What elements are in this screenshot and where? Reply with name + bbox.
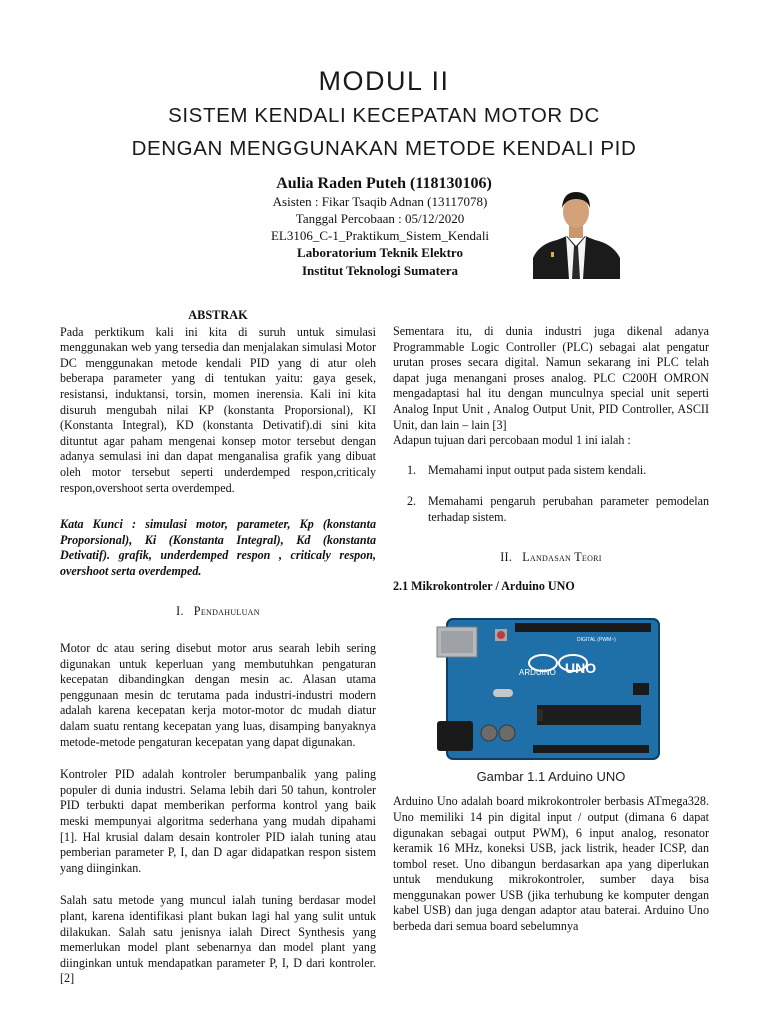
subsection-heading: 2.1 Mikrokontroler / Arduino UNO [393,579,575,594]
abstract-heading: ABSTRAK [188,308,248,322]
keywords: Kata Kunci : simulasi motor, parameter, Kp (konstanta Proporsional), Ki (Konstanta Integral), Kd (konstanta Detivatif). grafik, underdemped respon , criticaly respon, overshoot serta overdemped. [60,517,376,578]
board-label-digital: DIGITAL (PWM~) [577,636,616,643]
tanggal-line: Tanggal Percobaan : 05/12/2020 [295,211,465,226]
arduino-uno-figure [433,613,663,765]
list-item-text: Memahami pengaruh perubahan parameter pemodelan terhadap sistem. [428,494,709,524]
section-heading-landasan [393,550,709,566]
right-column [393,324,709,935]
list-item-number: 1. [407,462,417,477]
modul-title: MODUL II [318,66,450,96]
section-title: Landasan Teori [522,549,602,564]
section-heading-pendahuluan [60,604,376,620]
objectives-list [393,463,709,526]
paper-title-line-2: DENGAN MENGGUNAKAN METODE KENDALI PID [131,137,637,160]
left-column [60,308,376,987]
list-item-number: 2. [407,494,417,509]
intro-paragraph-2: Kontroler PID adalah kontroler berumpanbalik yang paling populer di dunia industri. Selama lebih dari 50 tahun, kontroler PID terbukti dapat memberikan performa kontrol yang baik meski mempunyai algoritma sederhana yang mudah dipahami [1]. Hal krusial dalam desain kontroler PID ialah tuning atau pemberian parameter P, I, dan D agar didapatkan respon sistem yang diinginkan. [60,767,376,875]
institution-line: Institut Teknologi Sumatera [301,263,459,278]
list-item [393,463,709,479]
lab-line: Laboratorium Teknik Elektro [297,245,463,260]
arduino-paragraph: Arduino Uno adalah board mikrokontroler berbasis ATmega328. Uno memiliki 14 pin digital input / output (dimana 6 dapat digunakan sebagai output PWM), 6 input analog, resonator keramik 16 MHz, koneksi USB, jack listrik, header ICSP, dan tombol reset. Uno dibangun berdasarkan apa yang diperlukan untuk mendukung mikrokontroler, sumber daya bisa menggunakan power USB (jika terhubung ke komputer dengan kabel USB) dan juga dengan adaptor atau baterai. Arduino Uno berbeda dari semua board sebelumnya [393,794,709,934]
asisten-line: Asisten : Fikar Tsaqib Adnan (13117078) [272,194,488,209]
objectives-intro: Adapun tujuan dari percobaan modul 1 ini ialah : [393,433,631,448]
author-photo [533,186,620,279]
author-name: Aulia Raden Puteh (118130106) [276,175,492,192]
list-item [393,494,709,525]
intro-paragraph-1: Motor dc atau sering disebut motor arus searah lebih sering digunakan untuk keperluan yang membutuhkan pengaturan kecepatan dibandingkan dengan mesin ac. Alasan utama penggunaan mesin dc terutama pada industri-industri modern adalah karena kecepatan kerja motor-motor dc mudah diatur dalam suatu rentang kecepatan yang luas, disamping banyaknya metode-metode pengaturan kecepatan yang dapat digunakan. [60,641,376,749]
intro-paragraph-4: Sementara itu, di dunia industri juga dikenal adanya Programmable Logic Controller (PLC) sebagai alat pengatur urutan proses secara digital. Namun sekarang ini PLC telah dapat juga menangani proses analog. PLC C200H OMRON mengadaptasi hal itu dengan munculnya special unit seperti Analog Input Unit , Analog Output Unit, PID Controller, ASCII Unit, dan lain – lain [3] [393,324,709,432]
figure-caption: Gambar 1.1 Arduino UNO [476,768,626,784]
paper-title-line-1: SISTEM KENDALI KECEPATAN MOTOR DC [168,104,600,127]
section-number: II. [500,549,513,564]
section-title: Pendahuluan [193,603,260,618]
abstract-body: Pada perktikum kali ini kita di suruh untuk simulasi menggunakan web yang tersedia dan menjalakan simulasi Motor DC menggunakan metode kendali PID yang di atur oleh beberapa parameter yang di tentukan yaitu: gaya gesek, resistansi, induktansi, torsin, momen inerensia. Kali ini kita disuruh mengubah nilai KP (konstanta Proporsional), KI (Konstanta Integral), KD (konstanta Detivatif).di sini kita dituntut agar paham mengenai konsep motor tersebut dengan adanya semulasi ini dan dapat menganalisa grafik yang dibuat oleh motor tersebut seperti underdemped respon,criticaly respon,overshoot serta overdemped. [60,324,376,495]
list-item-text: Memahami input output pada sistem kendali. [428,462,647,477]
board-label-arduino: ARDUINO [519,667,556,677]
intro-paragraph-3: Salah satu metode yang muncul ialah tuning berdasar model plant, karena identifikasi plant bukan lagi hal yang sulit untuk dilakukan. Salah satu jenisnya ialah Direct Synthesis yang memerlukan model plant sebenarnya dan model plant yang diinginkan untuk mendapatkan parameter P, I, D dari kontroler. [2] [60,893,376,986]
section-number: I. [176,603,184,618]
board-label-uno: UNO [565,659,597,676]
course-code-line: EL3106_C-1_Praktikum_Sistem_Kendali [270,228,490,243]
